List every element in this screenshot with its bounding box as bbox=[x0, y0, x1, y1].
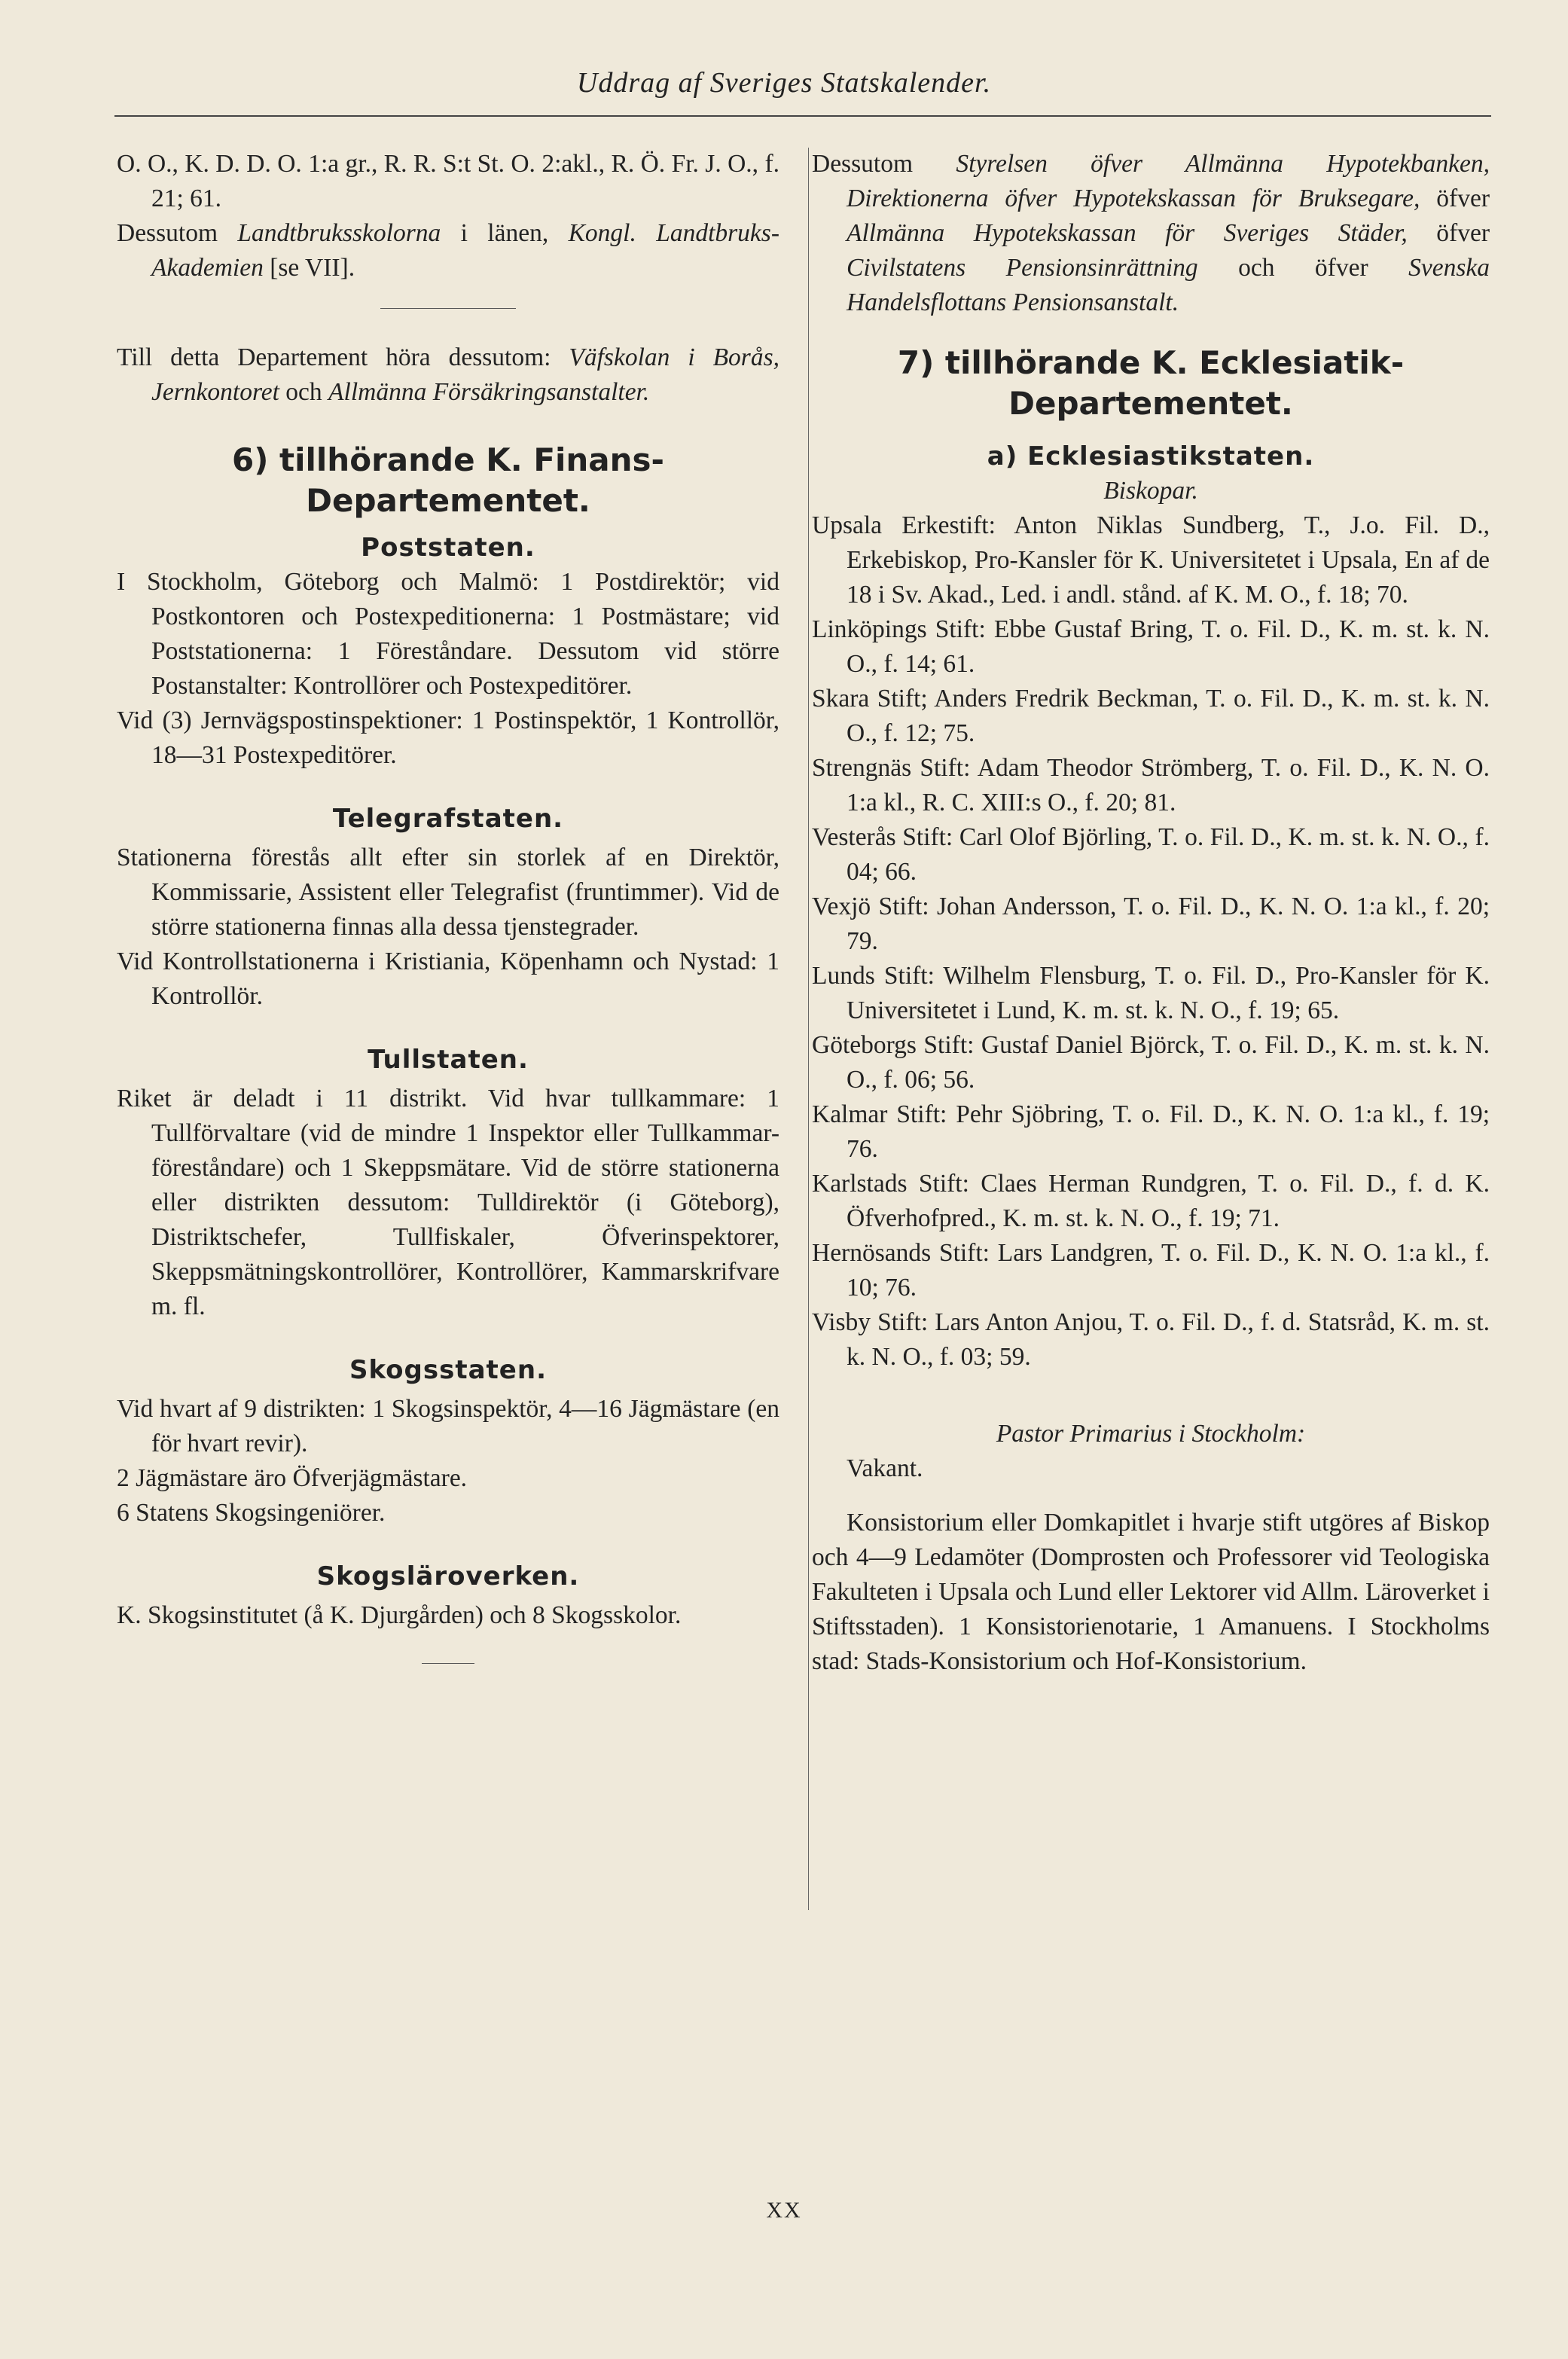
landtbruk-paragraph bbox=[117, 216, 779, 285]
italic-run: Kongl. Landtbruks-Akademien bbox=[151, 219, 779, 282]
text-run: och öfver bbox=[1197, 254, 1409, 282]
end-rule bbox=[422, 1663, 474, 1664]
heading-finans-departement: 6) tillhörande K. Finans-Departementet. bbox=[232, 441, 664, 519]
stift-entry: Lunds Stift: Wilhelm Flensburg, T. o. Fil. D., Pro-Kansler för K. Universitetet i Lund, K. m. st. k. N. O., f. 19; 65. bbox=[812, 962, 1490, 1024]
text-run: Dessutom bbox=[812, 150, 956, 178]
skogslaroverken-p1: K. Skogsinstitutet (å K. Djurgården) och 8 Skogsskolor. bbox=[117, 1601, 682, 1629]
skogsstaten-line: 6 Statens Skogsingeniörer. bbox=[117, 1499, 386, 1527]
stift-entry: Visby Stift: Lars Anton Anjou, T. o. Fil. D., f. d. Statsråd, K. m. st. k. N. O., f. 03; 59. bbox=[812, 1308, 1490, 1371]
italic-run: Civilstatens Pensionsinrättning bbox=[847, 254, 1198, 282]
heading-ecklesiatik-departement: 7) tillhörande K. Ecklesiatik-Departementet. bbox=[897, 344, 1405, 422]
stift-entry: Vexjö Stift: Johan Andersson, T. o. Fil. D., K. N. O. 1:a kl., f. 20; 79. bbox=[812, 893, 1490, 955]
italic-run: Allmänna Försäkringsanstalter. bbox=[328, 378, 650, 406]
stift-entry: Skara Stift; Anders Fredrik Beckman, T. o. Fil. D., K. m. st. k. N. O., f. 12; 75. bbox=[812, 685, 1490, 747]
pastor-primarius-value: Vakant. bbox=[847, 1454, 923, 1482]
italic-run: Landtbruksskolorna bbox=[237, 219, 441, 247]
right-column bbox=[812, 147, 1490, 1679]
heading-tullstaten: Tullstaten. bbox=[368, 1045, 529, 1075]
stift-entry: Kalmar Stift: Pehr Sjöbring, T. o. Fil. D., K. N. O. 1:a kl., f. 19; 76. bbox=[812, 1100, 1490, 1163]
poststaten-p2: Vid (3) Jernvägspostinspektioner: 1 Postinspektör, 1 Kontrollör, 18—31 Postexpeditörer. bbox=[117, 706, 779, 769]
italic-run: Svenska Handelsflottans Pensionsanstalt. bbox=[847, 254, 1490, 316]
text-run: öfver bbox=[1407, 219, 1490, 247]
left-column bbox=[117, 147, 779, 1664]
stift-entry: Vesterås Stift: Carl Olof Björling, T. o. Fil. D., K. m. st. k. N. O., f. 04; 66. bbox=[812, 823, 1490, 886]
biskopar-label: Biskopar. bbox=[1103, 477, 1198, 505]
konsistorium-paragraph: Konsistorium eller Domkapitlet i hvarje stift utgöres af Biskop och 4—9 Ledamöter (Domprosten och Professorer vid Teologiska Fakulteten i Upsala och Lund eller Lektorer vid Allm. Läroverket i Stiftsstaden). 1 Konsistorienotarie, 1 Amanuens. I Stockholms stad: Stads-Konsistorium och Hof-Konsistorium. bbox=[812, 1509, 1490, 1675]
poststaten-p1: I Stockholm, Göteborg och Malmö: 1 Postdirektör; vid Postkontoren och Postexpeditionerna: 1 Postmästare; vid Poststationerna: 1 Föreståndare. Dessutom vid större Postanstalter: Kontrollörer och Postexpeditörer. bbox=[117, 568, 779, 700]
stift-entry: Hernösands Stift: Lars Landgren, T. o. Fil. D., K. N. O. 1:a kl., f. 10; 76. bbox=[812, 1239, 1490, 1302]
running-title: Uddrag af Sveriges Statskalender. bbox=[576, 67, 992, 99]
text-run: Till detta Departement höra dessutom: bbox=[117, 343, 569, 371]
stift-entry: Linköpings Stift: Ebbe Gustaf Bring, T. o. Fil. D., K. m. st. k. N. O., f. 14; 61. bbox=[812, 615, 1490, 678]
italic-run: Allmänna Hypotekskassan för Sveriges Städer, bbox=[847, 219, 1408, 247]
orders-paragraph: O. O., K. D. D. O. 1:a gr., R. R. S:t St. O. 2:akl., R. Ö. Fr. J. O., f. 21; 61. bbox=[117, 150, 779, 212]
heading-ecklesiastikstaten: a) Ecklesiastikstaten. bbox=[987, 441, 1315, 471]
stift-entry: Karlstads Stift: Claes Herman Rundgren, T. o. Fil. D., f. d. K. Öfverhofpred., K. m. st. k. N. O., f. 19; 71. bbox=[812, 1170, 1490, 1232]
department-paragraph bbox=[117, 340, 779, 410]
heading-telegrafstaten: Telegrafstaten. bbox=[332, 804, 564, 834]
stift-entry: Upsala Erkestift: Anton Niklas Sundberg, T., J.o. Fil. D., Erkebiskop, Pro-Kansler för K. Universitetet i Upsala, En af de 18 i Sv. Akad., Led. i andl. stånd. af K. M. O., f. 18; 70. bbox=[812, 511, 1490, 609]
stift-entry: Strengnäs Stift: Adam Theodor Strömberg, T. o. Fil. D., K. N. O. 1:a kl., R. C. XIII:s O., f. 20; 81. bbox=[812, 754, 1490, 816]
text-run: Dessutom bbox=[117, 219, 238, 247]
hypotek-paragraph bbox=[812, 147, 1490, 320]
italic-run: Styrelsen öfver Allmänna Hypotekbanken, Direktionerna öfver Hypotekskassan för Bruksegare, bbox=[847, 150, 1490, 212]
heading-skogslaroverken: Skogsläroverken. bbox=[316, 1561, 580, 1591]
stift-entry: Göteborgs Stift: Gustaf Daniel Björck, T. o. Fil. D., K. m. st. k. N. O., f. 06; 56. bbox=[812, 1031, 1490, 1094]
italic-run: Väfskolan i Borås, Jernkontoret bbox=[151, 343, 779, 406]
telegrafstaten-p2: Vid Kontrollstationerna i Kristiania, Köpenhamn och Nystad: 1 Kontrollör. bbox=[117, 948, 779, 1010]
text-run: i länen, bbox=[441, 219, 569, 247]
telegrafstaten-p1: Stationerna förestås allt efter sin storlek af en Direktör, Kommissarie, Assistent eller Telegrafist (fruntimmer). Vid de större stationerna finnas alla dessa tjenstegrader. bbox=[117, 844, 779, 941]
skogsstaten-line: Vid hvart af 9 distrikten: 1 Skogsinspektör, 4—16 Jägmästare (en för hvart revir). bbox=[117, 1395, 779, 1457]
skogsstaten-line: 2 Jägmästare äro Öfverjägmästare. bbox=[117, 1464, 468, 1492]
pastor-primarius-label: Pastor Primarius i Stockholm: bbox=[996, 1420, 1306, 1448]
page-number: XX bbox=[766, 2198, 802, 2223]
tullstaten-p1: Riket är deladt i 11 distrikt. Vid hvar tullkammare: 1 Tullförvaltare (vid de mindre 1 Inspektor eller Tullkammar-föreståndare) och 1 Skeppsmätare. Vid de större stationerna eller distrikten dessutom: Tulldirektör (i Göteborg), Distriktschefer, Tullfiskaler, Öfverinspektorer, Skeppsmätningskontrollörer, Kontrollörer, Kammarskrifvare m. fl. bbox=[117, 1085, 779, 1320]
column-divider bbox=[808, 148, 809, 1910]
heading-skogsstaten: Skogsstaten. bbox=[349, 1355, 547, 1385]
text-run: [se VII]. bbox=[263, 254, 355, 282]
header-rule bbox=[114, 115, 1491, 117]
text-run: öfver bbox=[1420, 185, 1490, 212]
text-run: och bbox=[279, 378, 329, 406]
heading-poststaten: Poststaten. bbox=[361, 533, 535, 563]
